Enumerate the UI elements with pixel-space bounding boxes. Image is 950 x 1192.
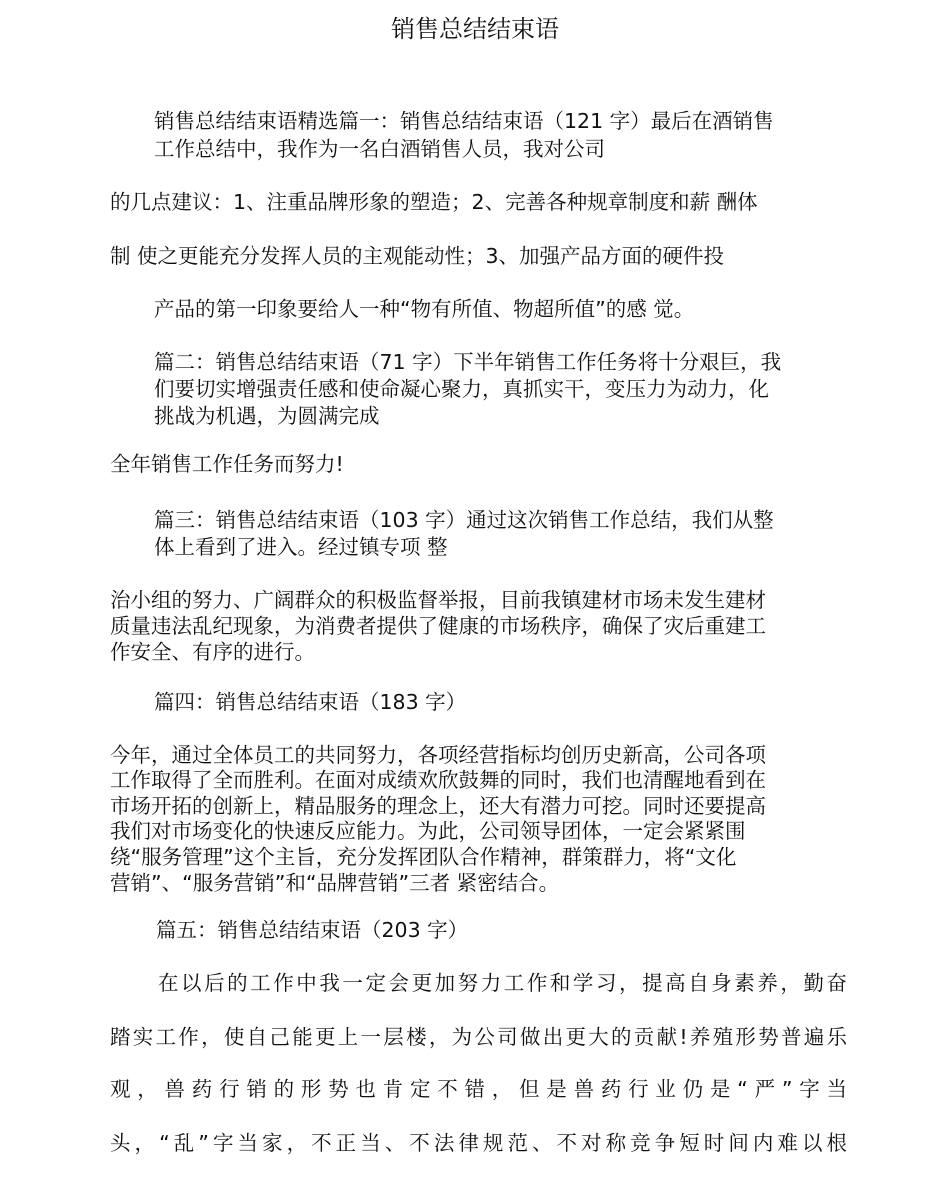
text-line: 篇二：销售总结结束语（71 字）下半年销售工作任务将十分艰巨，我 (154, 350, 782, 374)
text-line: 在以后的工作中我一定会更加努力工作和学习，提高自身素养，勤奋 (158, 971, 847, 995)
text-line: 营销”、“服务营销”和“品牌营销”三者 紧密结合。 (110, 871, 560, 895)
text-line: 们要切实增强责任感和使命凝心聚力，真抓实干，变压力为动力，化 (154, 377, 769, 401)
text-line: 篇三：销售总结结束语（103 字）通过这次销售工作总结，我们从整 (154, 508, 774, 532)
text-line: 的几点建议：1、注重品牌形象的塑造；2、完善各种规章制度和薪 酬体 (110, 190, 758, 214)
text-line: 治小组的努力、广阔群众的积极监督举报，目前我镇建材市场未发生建材 (110, 588, 766, 612)
text-line: 绕“服务管理”这个主旨，充分发挥团队合作精神，群策群力，将“文化 (110, 845, 737, 869)
text-line: 工作总结中，我作为一名白酒销售人员，我对公司 (154, 137, 605, 161)
text-line: 市场开拓的创新上，精品服务的理念上，还大有潜力可挖。同时还要提高 (110, 794, 766, 818)
text-line: 作安全、有序的进行。 (110, 640, 315, 664)
document-title: 销售总结结束语 (391, 15, 559, 43)
text-line: 体上看到了进入。经过镇专项 整 (154, 535, 448, 559)
text-line: 销售总结结束语精选篇一：销售总结结束语（121 字）最后在酒销售 (154, 109, 774, 133)
text-line: 踏实工作，使自己能更上一层楼，为公司做出更大的贡献!养殖形势普遍乐 (110, 1025, 847, 1049)
text-line: 头，“乱”字当家，不正当、不法律规范、不对称竞争短时间内难以根 (110, 1131, 847, 1155)
text-line: 制 使之更能充分发挥人员的主观能动性；3、加强产品方面的硬件投 (110, 244, 725, 268)
text-line: 质量违法乱纪现象，为消费者提供了健康的市场秩序，确保了灾后重建工 (110, 614, 766, 638)
text-line: 我们对市场变化的快速反应能力。为此，公司领导团体，一定会紧紧围 (110, 819, 746, 843)
text-line: 今年，通过全体员工的共同努力，各项经营指标均创历史新高，公司各项 (110, 743, 766, 767)
text-line: 挑战为机遇，为圆满完成 (154, 404, 380, 428)
text-line: 观，兽药行销的形势也肯定不错，但是兽药行业仍是“严”字当 (110, 1077, 847, 1101)
section-heading: 篇五：销售总结结束语（203 字） (156, 918, 469, 942)
text-line: 全年销售工作任务而努力! (110, 452, 344, 476)
text-line: 工作取得了全而胜利。在面对成绩欢欣鼓舞的同时，我们也清醒地看到在 (110, 768, 766, 792)
section-heading: 篇四：销售总结结束语（183 字） (154, 690, 467, 714)
text-line: 产品的第一印象要给人一种“物有所值、物超所值”的感 觉。 (154, 297, 695, 321)
